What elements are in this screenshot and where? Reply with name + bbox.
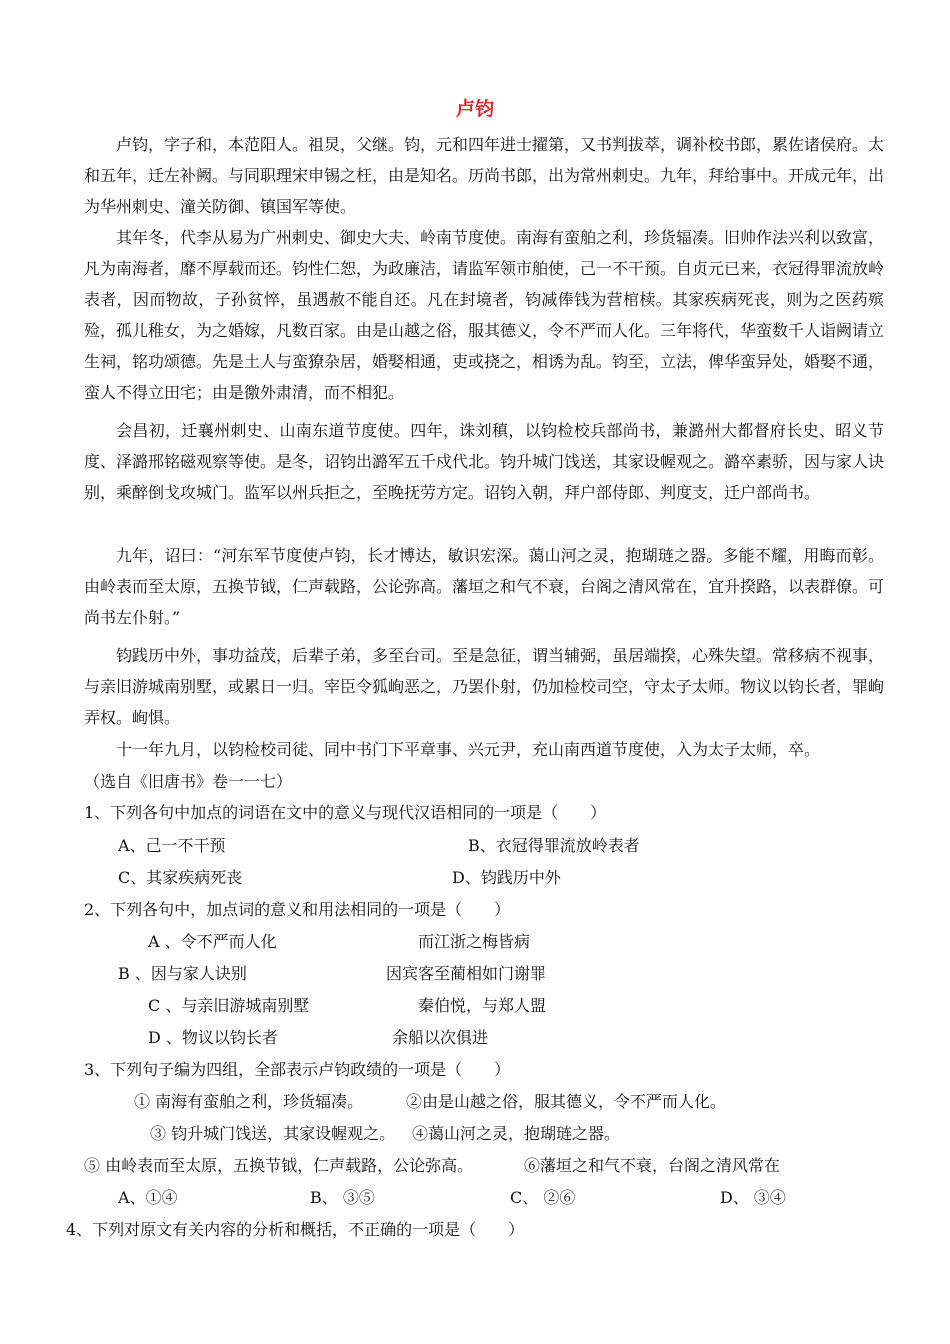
question-1-stem: 1、下列各句中加点的词语在文中的意义与现代汉语相同的一项是（ ） <box>84 803 607 822</box>
question-3-item-5: ⑤ 由岭表而至太原，五换节钺，仁声载路，公论弥高。 <box>84 1156 474 1175</box>
paragraph-4: 九年，诏曰：“河东军节度使卢钧，长才博达，敏识宏深。蔼山河之灵，抱瑚琏之器。多能不耀，用晦而彰。由岭表而至太原，五换节钺，仁声载路，公论弥高。藩垣之和气不衰，台阁之清风常在，宜升揆路，以表群僚。可尚书左仆射。” <box>84 546 885 627</box>
question-1-option-d: D、钧践历中外 <box>452 868 561 887</box>
question-3-option-d: D、 ③④ <box>720 1188 786 1207</box>
question-3-item-6: ⑥藩垣之和气不衰，台阁之清风常在 <box>524 1156 781 1175</box>
paragraph-2: 其年冬，代李从易为广州刺史、御史大夫、岭南节度使。南海有蛮舶之利，珍货辐凑。旧帅作法兴利以致富，凡为南海者，靡不厚载而还。钧性仁恕，为政廉洁，请监军领市舶使，己一不干预。自贞元已来，衣冠得罪流放岭表者，因而物故，子孙贫悴，虽遇赦不能自还。凡在封境者，钧减俸钱为营棺椟。其家疾病死丧，则为之医药殡殓，孤儿稚女，为之婚嫁，凡数百家。由是山越之俗，服其德义，令不严而人化。三年将代，华蛮数千人诣阙请立生祠，铭功颂德。先是土人与蛮獠杂居，婚娶相通，吏或挠之，相诱为乱。钧至，立法，俾华蛮异处，婚娶不通，蛮人不得立田宅；由是徼外肃清，而不相犯。 <box>84 228 885 402</box>
question-3-option-b: B、 ③⑤ <box>310 1188 375 1207</box>
paragraph-5: 钧践历中外，事功益茂，后辈子弟，多至台司。至是急征，谓当辅弼，虽居端揆，心殊失望。常移病不视事，与亲旧游城南别墅，或累日一归。宰臣令狐峋恶之，乃罢仆射，仍加检校司空，守太子太师。物议以钧长者，罪峋弄权。峋惧。 <box>84 646 885 727</box>
paragraph-3: 会昌初，迁襄州刺史、山南东道节度使。四年，诛刘稹，以钧检校兵部尚书，兼潞州大都督府长史、昭义节度、泽潞邢铭磁观察等使。是冬，诏钧出潞军五千戍代北。钧升城门饯送，其家设幄观之。潞卒素骄，因与家人诀别，乘醉倒戈攻城门。监军以州兵拒之，至晚抚劳方定。诏钧入朝，拜户部侍郎、判度支，迁户部尚书。 <box>84 421 885 502</box>
question-3-item-4: ④蔼山河之灵，抱瑚琏之器。 <box>412 1124 621 1143</box>
question-2-option-c: C 、与亲旧游城南别墅 <box>148 996 310 1015</box>
paragraph-1: 卢钧，字子和，本范阳人。祖炅，父继。钧，元和四年进士擢第，又书判拔萃，调补校书郎，累佐诸侯府。太和五年，迁左补阙。与同职理宋申锡之枉，由是知名。历尚书郎，出为常州刺史。九年，拜给事中。开成元年，出为华州刺史、潼关防御、镇国军等使。 <box>84 135 885 216</box>
question-2-option-a-compare: 而江浙之梅皆病 <box>418 932 531 951</box>
question-2-option-a: A 、令不严而人化 <box>148 932 277 951</box>
question-3-option-a: A、①④ <box>118 1188 178 1207</box>
question-1-option-a: A、己一不干预 <box>118 836 226 855</box>
question-3-item-2: ②由是山越之俗，服其德义，令不严而人化。 <box>406 1092 727 1111</box>
question-2-option-c-compare: 秦伯悦，与郑人盟 <box>418 996 547 1015</box>
page-title: 卢钧 <box>455 98 494 120</box>
question-3-stem: 3、下列句子编为四组，全部表示卢钧政绩的一项是（ ） <box>84 1060 511 1079</box>
question-2-option-d: D 、物议以钧长者 <box>148 1028 278 1047</box>
question-1-option-b: B、衣冠得罪流放岭表者 <box>468 836 640 855</box>
paragraph-6: 十一年九月，以钧检校司徒、同中书门下平章事、兴元尹，充山南西道节度使，入为太子太师，卒。 <box>116 740 821 759</box>
question-3-item-3: ③ 钧升城门饯送，其家设幄观之。 <box>150 1124 396 1143</box>
question-3-item-1: ① 南海有蛮舶之利，珍货辐凑。 <box>134 1092 364 1111</box>
question-3-option-c: C、 ②⑥ <box>510 1188 576 1207</box>
question-2-stem: 2、下列各句中，加点词的意义和用法相同的一项是（ ） <box>84 900 511 919</box>
question-2-option-b-compare: 因宾客至蔺相如门谢罪 <box>386 964 547 983</box>
question-1-option-c: C、其家疾病死丧 <box>118 868 243 887</box>
question-4-stem: 4、下列对原文有关内容的分析和概括，不正确的一项是（ ） <box>66 1220 525 1239</box>
source-note: （选自《旧唐书》卷一一七） <box>84 772 293 791</box>
question-2-option-d-compare: 余船以次俱进 <box>392 1028 489 1047</box>
question-2-option-b: B 、因与家人诀别 <box>118 964 247 983</box>
